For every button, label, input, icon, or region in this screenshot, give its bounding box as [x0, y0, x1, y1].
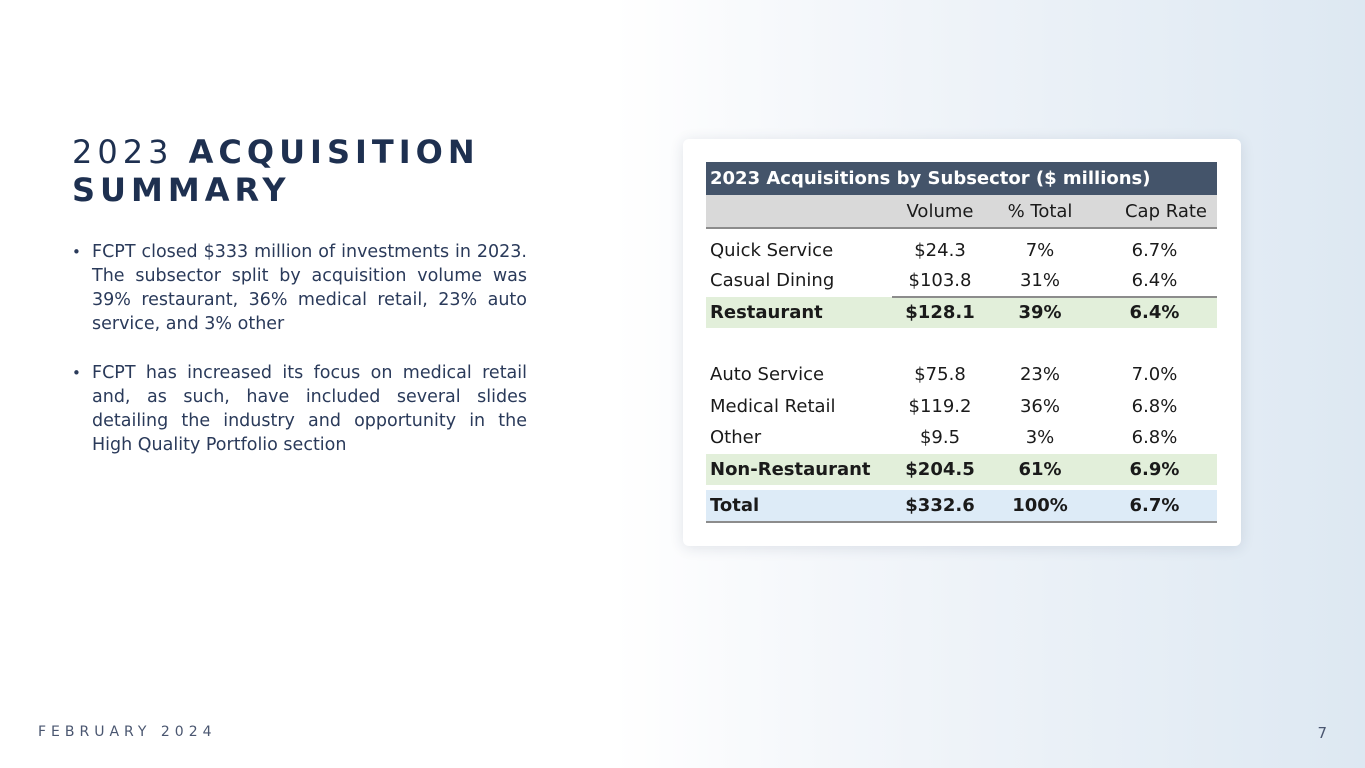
table-row	[706, 391, 1217, 423]
row-volume: $119.2	[908, 395, 972, 417]
row-cap-rate: 6.8%	[1131, 395, 1178, 417]
header-cell	[706, 195, 892, 228]
table-row	[706, 265, 1217, 297]
row-cap-rate: 6.4%	[1131, 269, 1178, 291]
subtotal-row-non-restaurant	[706, 454, 1217, 486]
row-percent: 39%	[988, 297, 1092, 329]
title-line2: SUMMARY	[72, 171, 291, 209]
row-percent: 100%	[988, 490, 1092, 522]
row-percent: 23%	[1019, 364, 1060, 386]
footer-date: FEBRUARY 2024	[38, 724, 217, 740]
header-cap-rate: Cap Rate	[1092, 195, 1217, 228]
bullet-text: FCPT closed $333 million of investments in 2023. The subsector split by acquisition volume was 39% restaurant, 36% medical retail, 23% auto service, and 3% other	[92, 242, 527, 334]
bullet-item	[72, 240, 527, 336]
bullet-text: FCPT has increased its focus on medical retail and, as such, have included several slides detailing the industry and opportunity in the High Quality Portfolio section	[92, 363, 527, 455]
table-header-row	[706, 195, 1217, 228]
row-label: Non-Restaurant	[706, 454, 892, 486]
row-label: Total	[706, 490, 892, 522]
acquisitions-card	[683, 139, 1241, 546]
row-cap-rate: 6.4%	[1092, 297, 1217, 329]
row-cap-rate: 6.7%	[1131, 239, 1178, 261]
bullet-dot-icon: •	[72, 364, 81, 382]
acquisitions-table	[706, 162, 1217, 523]
table-row	[706, 359, 1217, 391]
row-volume: $75.8	[914, 364, 966, 386]
row-volume: $332.6	[892, 490, 988, 522]
row-volume: $103.8	[908, 269, 972, 291]
row-volume: $204.5	[892, 454, 988, 486]
row-percent: 3%	[1025, 427, 1055, 449]
bullet-list	[72, 240, 527, 482]
row-percent: 31%	[1019, 269, 1060, 291]
row-volume: $9.5	[919, 427, 961, 449]
table-row	[706, 422, 1217, 454]
header-percent-total: % Total	[988, 195, 1092, 228]
row-volume: $24.3	[914, 239, 966, 261]
table-row	[706, 228, 1217, 265]
bullet-item	[72, 361, 527, 457]
total-row	[706, 490, 1217, 522]
row-label: Other	[710, 427, 762, 449]
bullet-dot-icon: •	[72, 243, 81, 261]
table-spacer	[706, 328, 1217, 359]
page-number: 7	[1317, 724, 1327, 742]
row-label: Restaurant	[706, 297, 892, 329]
row-cap-rate: 6.9%	[1092, 454, 1217, 486]
row-percent: 36%	[1019, 395, 1060, 417]
row-label: Medical Retail	[710, 395, 836, 417]
slide-title	[72, 133, 492, 209]
row-cap-rate: 6.7%	[1092, 490, 1217, 522]
subtotal-row-restaurant	[706, 297, 1217, 329]
row-cap-rate: 7.0%	[1131, 364, 1178, 386]
title-line1: ACQUISITION	[188, 133, 480, 171]
row-label: Auto Service	[710, 364, 825, 386]
row-label: Casual Dining	[710, 270, 835, 292]
row-cap-rate: 6.8%	[1131, 427, 1178, 449]
table-title: 2023 Acquisitions by Subsector ($ millions)	[706, 162, 1217, 195]
row-percent: 7%	[1025, 239, 1055, 261]
row-volume: $128.1	[892, 297, 988, 329]
table-title-row	[706, 162, 1217, 195]
row-percent: 61%	[988, 454, 1092, 486]
row-label: Quick Service	[710, 239, 834, 261]
title-year: 2023	[72, 133, 174, 171]
header-volume: Volume	[892, 195, 988, 228]
